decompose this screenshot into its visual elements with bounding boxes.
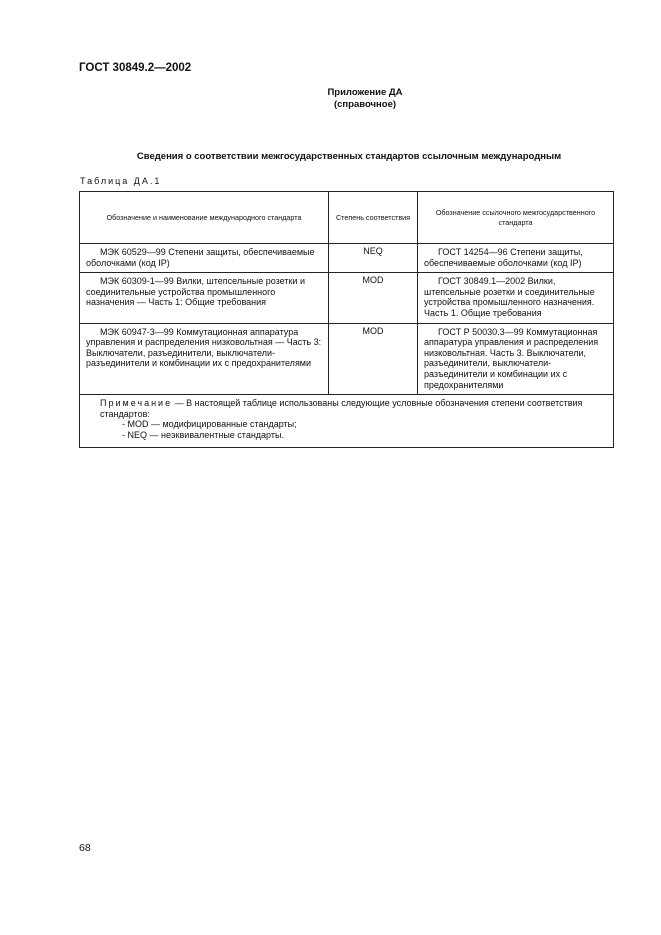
- header-degree: Степень соответствия: [329, 192, 418, 244]
- header-international-standard: Обозначение и наименование международного стандарта: [80, 192, 329, 244]
- correspondence-table: [79, 191, 614, 448]
- table-label: Таблица ДА.1: [80, 176, 162, 186]
- note-item: - MOD — модифицированные стандарты;: [122, 419, 297, 430]
- note-label: Примечание: [100, 398, 173, 409]
- document-code: ГОСТ 30849.2—2002: [79, 62, 192, 74]
- cell-national-standard: ГОСТ 30849.1—2002 Вилки, штепсельные розетки и соединительные устройства промышленного назначения. Часть 1. Общие требования: [418, 273, 614, 323]
- cell-international-standard: МЭК 60947-3—99 Коммутационная аппаратура управления и распределения низковольтная — Часть 3: Выключатели, разъединители, выключатели-разъединители и комбинации их с предохранителями: [80, 323, 329, 395]
- page-number: 68: [79, 842, 91, 854]
- note-item: - NEQ — неэквивалентные стандарты.: [122, 429, 284, 440]
- note-text: [86, 398, 607, 419]
- cell-degree: MOD: [329, 273, 418, 323]
- table-note-row: [80, 395, 614, 447]
- table-row: [80, 323, 614, 395]
- note-body: — В настоящей таблице использованы следующие условные обозначения степени соответствия стандартов:: [100, 398, 583, 419]
- table-row: [80, 273, 614, 323]
- cell-degree: MOD: [329, 323, 418, 395]
- table-header-row: [80, 192, 614, 244]
- header-national-standard: Обозначение ссылочного межгосударственного стандарта: [418, 192, 614, 244]
- cell-national-standard: ГОСТ 14254—96 Степени защиты, обеспечиваемые оболочками (код IP): [418, 244, 614, 273]
- appendix-title: Приложение ДА: [327, 87, 403, 98]
- cell-international-standard: МЭК 60309-1—99 Вилки, штепсельные розетки и соединительные устройства промышленного назначения — Часть 1: Общие требования: [80, 273, 329, 323]
- cell-degree: NEQ: [329, 244, 418, 273]
- cell-international-standard: МЭК 60529—99 Степени защиты, обеспечиваемые оболочками (код IP): [80, 244, 329, 273]
- appendix-header: [230, 87, 500, 111]
- section-heading: Сведения о соответствии межгосударственных стандартов ссылочным международным: [136, 151, 562, 162]
- appendix-type: (справочное): [333, 99, 397, 110]
- table-row: [80, 244, 614, 273]
- table-note: [80, 395, 614, 447]
- cell-national-standard: ГОСТ Р 50030.3—99 Коммутационная аппаратура управления и распределения низковольтная. Часть 3. Выключатели, разъединители, выключатели-разъединители и комбинации их с предохранителями: [418, 323, 614, 395]
